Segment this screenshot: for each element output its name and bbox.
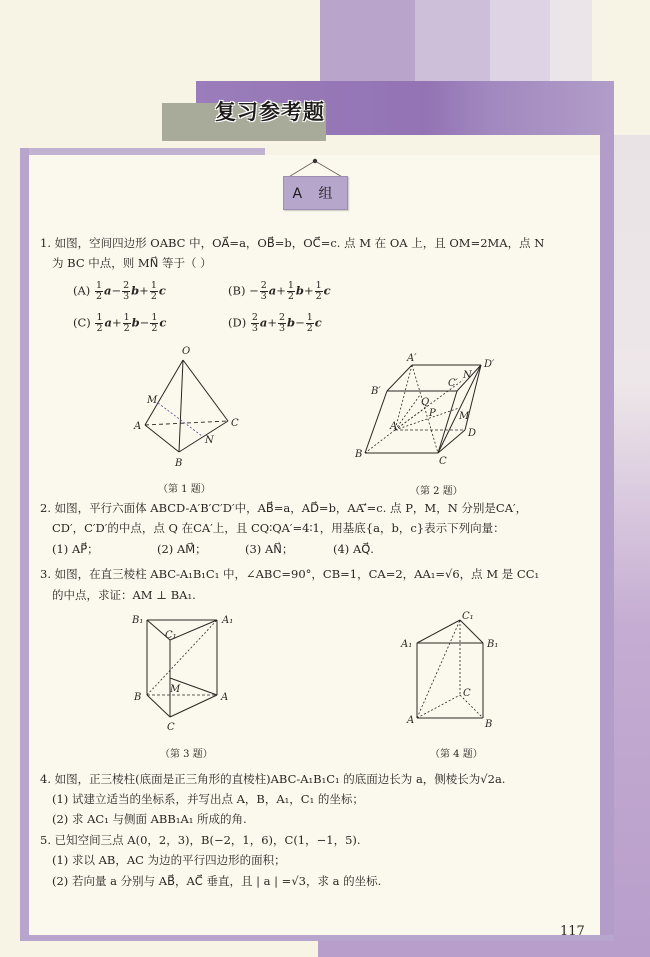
svg-text:A′: A′: [407, 353, 417, 364]
figure-3-prism: [125, 610, 250, 735]
decor-block: [490, 0, 550, 82]
figure-2-caption: （第 2 题）: [410, 486, 463, 497]
svg-text:A₁: A₁: [222, 615, 234, 626]
svg-text:C: C: [463, 688, 471, 699]
page-number: 117: [560, 924, 585, 939]
question-5-part-1: (1) 求以 AB，AC 为边的平行四边形的面积；: [52, 853, 286, 867]
svg-text:Q: Q: [421, 397, 430, 408]
question-4-line-1: 4. 如图，正三棱柱(底面是正三角形的直棱柱)ABC-A₁B₁C₁ 的底面边长为 a，侧棱长为√2a.: [40, 772, 506, 786]
svg-text:B: B: [175, 458, 183, 469]
content-bottom-border: [20, 935, 614, 941]
option-b: (B) − $\frac{2}{3}$ a+ $\frac{1}{2}$ b+ $\frac{1}{2}$ c: [228, 280, 331, 302]
svg-text:B: B: [485, 719, 493, 730]
figure-4-prism: [395, 605, 520, 730]
group-label-sign: A 组: [283, 176, 348, 210]
question-4-part-1: (1) 试建立适当的坐标系，并写出点 A，B，A₁，C₁ 的坐标；: [52, 792, 364, 806]
svg-text:C₁: C₁: [165, 630, 177, 641]
svg-text:B′: B′: [371, 386, 381, 397]
figure-1-tetrahedron: [120, 340, 260, 470]
svg-text:A₁: A₁: [401, 639, 413, 650]
figure-4-caption: （第 4 题）: [430, 749, 483, 760]
decor-block: [415, 0, 490, 82]
question-3-line-1: 3. 如图，在直三棱柱 ABC-A₁B₁C₁ 中，∠ABC=90°，CB=1，CA=2，AA₁=√6，点 M 是 CC₁: [40, 567, 540, 581]
figure-1-caption: （第 1 题）: [158, 484, 211, 495]
question-2-line-1: 2. 如图，平行六面体 ABCD-A′B′C′D′中，AB⃗=a，AD⃗=b，AA′⃗=c. 点 P，M，N 分别是CA′，: [40, 501, 528, 515]
question-1-line-2: 为 BC 中点，则 MN⃗ 等于（ ）: [52, 256, 212, 270]
question-2-part-2: (2) AM⃗；: [157, 542, 207, 556]
page-title: 复习参考题: [215, 100, 325, 124]
question-5-line-1: 5. 已知空间三点 A(0，2，3)，B(−2，1，6)，C(1，−1，5).: [40, 833, 361, 847]
figure-3-caption: （第 3 题）: [160, 749, 213, 760]
option-d: (D) $\frac{2}{3}$ a+ $\frac{2}{3}$ b− $\frac{1}{2}$ c: [228, 312, 322, 334]
svg-text:B: B: [355, 449, 363, 460]
svg-text:N: N: [463, 370, 472, 381]
svg-text:D′: D′: [484, 359, 495, 370]
question-2-part-4: (4) AQ⃗.: [333, 542, 374, 556]
svg-text:C′: C′: [448, 378, 458, 389]
svg-text:N: N: [205, 435, 214, 446]
question-2-part-3: (3) AN⃗；: [245, 542, 294, 556]
page-edge-decor: [614, 135, 650, 957]
svg-text:B: B: [134, 692, 142, 703]
svg-text:M: M: [459, 411, 470, 422]
svg-text:A: A: [221, 692, 229, 703]
svg-text:C: C: [231, 418, 239, 429]
svg-text:A: A: [134, 421, 142, 432]
svg-text:A: A: [407, 715, 415, 726]
decor-block: [320, 0, 415, 82]
svg-text:B₁: B₁: [132, 615, 144, 626]
content-right-border: [600, 135, 614, 940]
decor-block: [550, 0, 592, 82]
svg-text:C₁: C₁: [462, 611, 474, 622]
question-4-part-2: (2) 求 AC₁ 与侧面 ABB₁A₁ 所成的角.: [52, 812, 247, 826]
svg-text:C: C: [167, 722, 175, 733]
svg-text:O: O: [182, 346, 191, 357]
question-1-line-1: 1. 如图，空间四边形 OABC 中，OA⃗=a，OB⃗=b，OC⃗=c. 点 M 在 OA 上，且 OM=2MA，点 N: [40, 236, 545, 250]
svg-text:C: C: [439, 456, 447, 465]
svg-text:M: M: [170, 684, 181, 695]
question-3-line-2: 的中点，求证：AM ⊥ BA₁.: [52, 588, 196, 602]
svg-text:P: P: [429, 408, 436, 419]
svg-text:D: D: [468, 428, 477, 439]
question-2-part-1: (1) AP⃗；: [52, 542, 99, 556]
content-left-border: [20, 148, 29, 938]
option-c: (C) $\frac{1}{2}$ a+ $\frac{1}{2}$ b− $\frac{1}{2}$ c: [73, 312, 167, 334]
figure-2-parallelepiped: [355, 350, 505, 465]
svg-text:A: A: [390, 421, 398, 432]
option-a: (A) $\frac{1}{2}$ a− $\frac{2}{3}$ b+ $\frac{1}{2}$ c: [73, 280, 166, 302]
svg-text:M: M: [147, 395, 158, 406]
svg-text:B₁: B₁: [487, 639, 499, 650]
question-5-part-2: (2) 若向量 a 分别与 AB⃗，AC⃗ 垂直，且 | a | =√3，求 a 的坐标.: [52, 874, 382, 888]
question-2-line-2: CD′，C′D′的中点，点 Q 在CA′上，且 CQ∶QA′=4∶1，用基底{a，b，c}表示下列向量：: [52, 521, 505, 535]
